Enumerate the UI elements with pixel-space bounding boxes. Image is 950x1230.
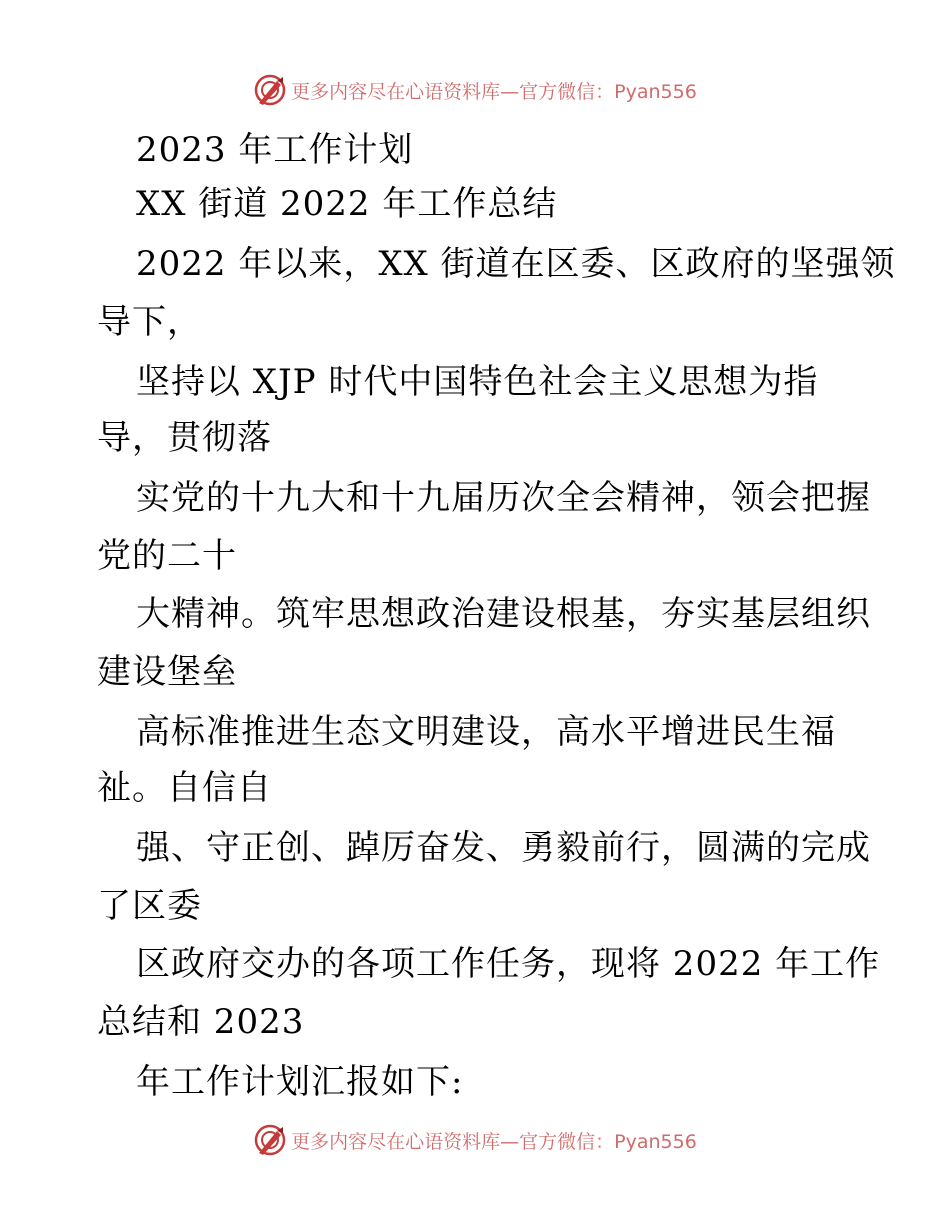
doc-line-10: 建设堡垒 xyxy=(97,652,237,692)
pen-logo-icon xyxy=(253,1123,287,1157)
header-banner-text: 更多内容尽在心语资料库—官方微信：Pyan556 xyxy=(291,80,697,103)
doc-line-14: 了区委 xyxy=(97,886,202,926)
doc-line-2: XX 街道 2022 年工作总结 xyxy=(136,184,558,224)
doc-line-16: 总结和 2023 xyxy=(97,1002,305,1042)
footer-watermark-banner xyxy=(0,1120,950,1160)
doc-line-11: 高标准推进生态文明建设，高水平增进民生福 xyxy=(136,712,836,752)
doc-line-7: 实党的十九大和十九届历次全会精神，领会把握 xyxy=(136,478,871,518)
doc-line-8: 党的二十 xyxy=(97,536,237,576)
doc-line-3: 2022 年以来，XX 街道在区委、区政府的坚强领 xyxy=(136,244,896,284)
pen-logo-icon xyxy=(253,73,287,107)
footer-banner-text: 更多内容尽在心语资料库—官方微信：Pyan556 xyxy=(291,1130,697,1153)
doc-line-13: 强、守正创、踔厉奋发、勇毅前行，圆满的完成 xyxy=(136,828,871,868)
doc-line-5: 坚持以 XJP 时代中国特色社会主义思想为指 xyxy=(136,362,819,402)
header-watermark-banner xyxy=(0,70,950,110)
doc-line-15: 区政府交办的各项工作任务，现将 2022 年工作 xyxy=(136,944,881,984)
doc-line-9: 大精神。筑牢思想政治建设根基，夯实基层组织 xyxy=(136,594,871,634)
doc-line-4: 导下， xyxy=(97,302,202,342)
doc-line-1: 2023 年工作计划 xyxy=(136,130,414,170)
doc-line-6: 导，贯彻落 xyxy=(97,418,272,458)
doc-line-12: 祉。自信自 xyxy=(97,768,272,808)
doc-line-17: 年工作计划汇报如下: xyxy=(136,1062,464,1102)
